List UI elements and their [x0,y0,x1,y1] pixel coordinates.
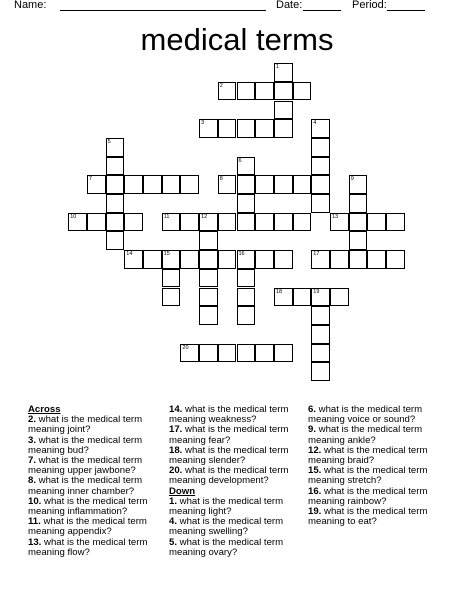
grid-cell[interactable] [237,175,256,194]
grid-cell[interactable] [237,194,256,213]
grid-cell[interactable] [255,175,274,194]
clue-number: 20 [182,344,189,351]
grid-cell[interactable] [199,119,218,138]
grid-cell[interactable] [274,101,293,120]
down-heading: Down [169,485,196,497]
grid-cell[interactable] [255,344,274,363]
grid-cell[interactable] [124,250,143,269]
grid-cell[interactable] [218,175,237,194]
grid-cell[interactable] [311,306,330,325]
grid-cell[interactable] [367,250,386,269]
grid-cell[interactable] [162,213,181,232]
grid-cell[interactable] [106,213,125,232]
clue-item: 7. what is the medical term meaning upper jawbone? [28,455,143,477]
grid-cell[interactable] [87,213,106,232]
clue-number: 5 [107,138,111,145]
grid-cell[interactable] [237,250,256,269]
period-label: Period: [352,0,387,11]
clue-number: 4 [313,120,317,127]
date-label: Date: [276,0,303,11]
clue-item: 20. what is the medical term meaning development? [169,465,289,487]
grid-cell[interactable] [274,119,293,138]
name-label: Name: [14,0,47,11]
grid-cell[interactable] [162,288,181,307]
clue-item: 4. what is the medical term meaning swelling? [169,516,284,538]
clue-item: 6. what is the medical term meaning voice or sound? [308,404,423,426]
grid-cell[interactable] [311,344,330,363]
clue-number: 18 [275,288,283,295]
across-heading: Across [28,404,61,415]
grid-cell[interactable] [218,344,237,363]
clue-item: 14. what is the medical term meaning weakness? [169,404,289,426]
clue-number: 19 [313,288,320,295]
page-title: medical terms [140,22,334,57]
grid-cell[interactable] [162,175,181,194]
grid-cell[interactable] [124,175,143,194]
grid-cell[interactable] [199,306,218,325]
grid-cell[interactable] [237,288,256,307]
grid-cell[interactable] [255,213,274,232]
grid-cell[interactable] [330,250,349,269]
grid-cell[interactable] [180,344,199,363]
grid-cell[interactable] [311,288,330,307]
clue-item: 10. what is the medical term meaning inflammation? [28,495,148,518]
grid-cell[interactable] [199,344,218,363]
grid-cell[interactable] [162,250,181,269]
clue-item: 15. what is the medical term meaning stretch? [308,465,428,487]
clue-item: 17. what is the medical term meaning fear? [169,424,289,446]
grid-cell[interactable] [274,288,293,307]
grid-cell[interactable] [255,119,274,138]
grid-cell[interactable] [180,175,199,194]
grid-cell[interactable] [237,344,256,363]
grid-cell[interactable] [274,63,293,82]
grid-cell[interactable] [311,250,330,269]
clue-number: 8 [219,176,223,183]
grid-cell[interactable] [311,362,330,381]
grid-cell[interactable] [162,269,181,288]
grid-cell[interactable] [274,344,293,363]
grid-cell[interactable] [87,175,106,194]
grid-cell[interactable] [237,269,256,288]
clue-item: 18. what is the medical term meaning slender? [169,444,289,467]
clues-column-1 [28,405,166,558]
clue-number: 17 [313,251,320,258]
clue-number: 13 [332,213,339,220]
grid-cell[interactable] [218,82,237,101]
clue-number: 1 [275,64,279,71]
grid-cell[interactable] [349,231,368,250]
grid-cell[interactable] [218,213,237,232]
grid-cell[interactable] [106,194,125,213]
clue-number: 15 [163,251,170,258]
clue-number: 2 [219,82,223,89]
grid-cell[interactable] [124,213,143,232]
grid-cell[interactable] [311,157,330,176]
clue-number: 14 [126,251,133,258]
grid-cell[interactable] [274,250,293,269]
grid-cell[interactable] [68,213,87,232]
grid-cell[interactable] [106,157,125,176]
grid-cell[interactable] [349,175,368,194]
grid-cell[interactable] [237,213,256,232]
grid-cell[interactable] [218,250,237,269]
clue-number: 3 [201,120,205,127]
clue-number: 7 [88,176,92,183]
grid-cell[interactable] [349,194,368,213]
grid-cell[interactable] [293,82,312,101]
clue-item: 12. what is the medical term meaning braid? [308,444,428,467]
grid-cell[interactable] [293,175,312,194]
clue-number: 11 [163,213,170,220]
grid-cell[interactable] [255,250,274,269]
grid-cell[interactable] [274,175,293,194]
grid-cell[interactable] [218,119,237,138]
grid-cell[interactable] [106,175,125,194]
grid-cell[interactable] [143,250,162,269]
grid-cell[interactable] [180,250,199,269]
clue-item: 3. what is the medical term meaning bud? [28,434,143,456]
grid-cell[interactable] [330,213,349,232]
grid-cell[interactable] [143,175,162,194]
clue-number: 6 [238,157,242,164]
grid-cell[interactable] [293,288,312,307]
grid-cell[interactable] [199,213,218,232]
grid-cell[interactable] [199,269,218,288]
grid-cell[interactable] [274,213,293,232]
grid-cell[interactable] [106,231,125,250]
clue-item: 11. what is the medical term meaning appendix? [28,516,147,538]
clue-item: 1. what is the medical term meaning light? [169,495,284,518]
grid-cell[interactable] [386,213,405,232]
clue-item: 16. what is the medical term meaning rainbow? [308,485,428,507]
grid-cell[interactable] [199,288,218,307]
grid-cell[interactable] [199,231,218,250]
grid-cell[interactable] [237,119,256,138]
clue-number: 12 [201,213,208,220]
grid-cell[interactable] [311,325,330,344]
grid-cell[interactable] [274,82,293,101]
grid-cell[interactable] [255,82,274,101]
clues-column-2 [169,405,303,558]
clue-item: 19. what is the medical term meaning to eat? [308,506,428,528]
grid-cell[interactable] [199,250,218,269]
clue-item: 8. what is the medical term meaning inner chamber? [28,475,143,497]
clue-item: 9. what is the medical term meaning ankle? [308,424,423,446]
grid-cell[interactable] [330,288,349,307]
clues-column-3 [308,405,448,527]
grid-cell[interactable] [311,138,330,157]
grid-cell[interactable] [237,306,256,325]
clue-number: 16 [238,251,245,258]
grid-cell[interactable] [237,82,256,101]
grid-cell[interactable] [349,250,368,269]
clue-number: 9 [350,176,354,183]
clue-item: 13. what is the medical term meaning flow? [28,536,148,558]
grid-cell[interactable] [349,213,368,232]
grid-cell[interactable] [180,213,199,232]
grid-cell[interactable] [386,250,405,269]
grid-cell[interactable] [311,175,330,194]
clue-item: 2. what is the medical term meaning joint? [28,414,143,436]
grid-cell[interactable] [311,194,330,213]
grid-cell[interactable] [367,213,386,232]
grid-cell[interactable] [106,138,125,157]
clue-item: 5. what is the medical term meaning ovary? [169,536,284,558]
clue-number: 10 [70,213,77,220]
grid-cell[interactable] [237,157,256,176]
grid-cell[interactable] [293,213,312,232]
grid-cell[interactable] [311,119,330,138]
